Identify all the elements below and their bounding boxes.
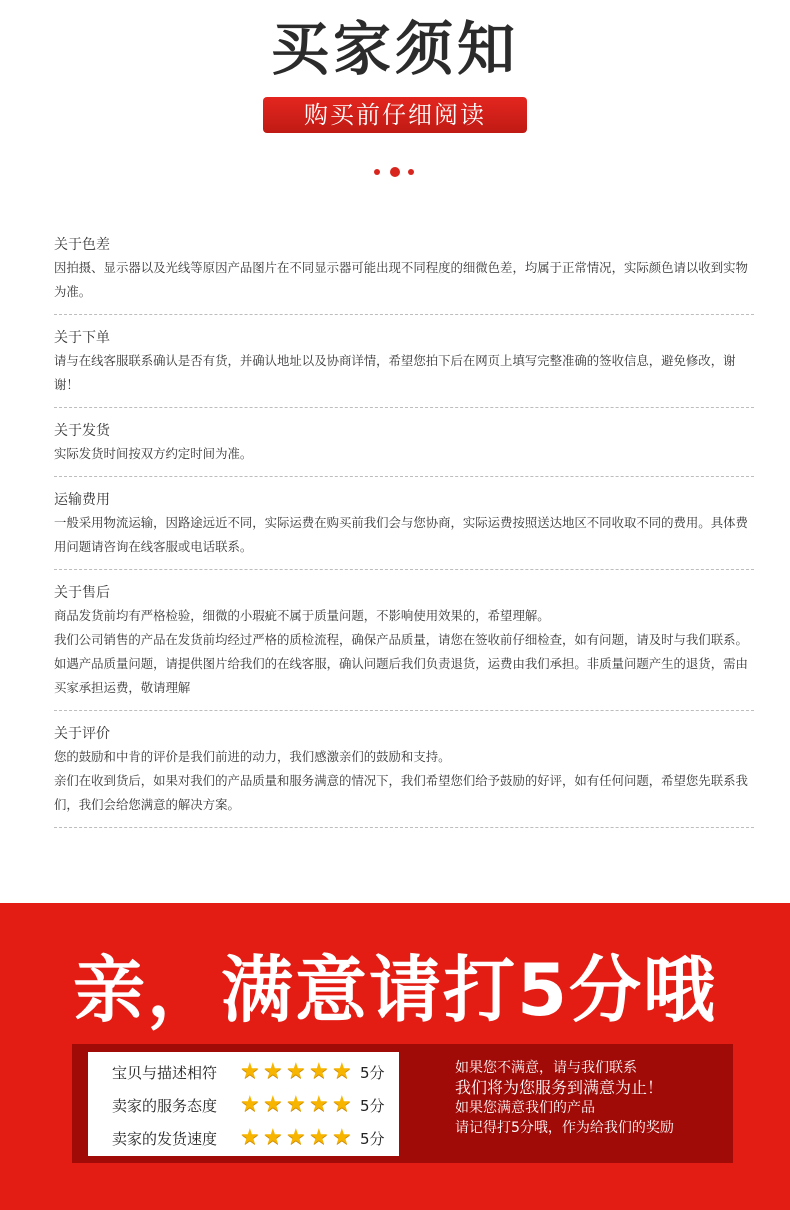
star-icon: ★ xyxy=(309,1125,329,1150)
section-text: 您的鼓励和中肯的评价是我们前进的动力，我们感激亲们的鼓励和支持。 xyxy=(54,749,451,764)
star-icon: ★ xyxy=(286,1059,306,1084)
section-text: 我们公司销售的产品在发货前均经过严格的质检流程，确保产品质量，请您在签收前仔细检查，如有问题，请及时与我们联系。 xyxy=(54,632,748,647)
star-icon: ★ xyxy=(309,1059,329,1084)
section-title: 关于评价 xyxy=(54,726,110,742)
star-icon: ★ xyxy=(332,1125,352,1150)
section-ordering xyxy=(54,327,754,408)
star-icon: ★ xyxy=(240,1059,260,1084)
section-reviews xyxy=(54,723,754,828)
dot xyxy=(390,167,400,177)
rating-label: 卖家的发货速度 xyxy=(112,1130,218,1148)
star-rating xyxy=(240,1061,355,1083)
subtitle-banner: 购买前仔细阅读 xyxy=(263,97,527,133)
promo-message: 我们将为您服务到满意为止！ xyxy=(455,1078,664,1097)
dot xyxy=(408,169,414,175)
section-title: 关于发货 xyxy=(54,423,110,439)
decorative-dots xyxy=(374,167,418,177)
star-icon: ★ xyxy=(263,1092,283,1117)
notice-sections xyxy=(54,234,754,840)
promo-messages xyxy=(455,1058,725,1138)
section-text: 一般采用物流运输，因路途远近不同，实际运费在购买前我们会与您协商，实际运费按照送达地区不同收取不同的费用。具体费用问题请咨询在线客服或电话联系。 xyxy=(54,515,748,554)
star-icon: ★ xyxy=(332,1059,352,1084)
section-after-sales xyxy=(54,582,754,711)
section-text: 因拍摄、显示器以及光线等原因产品图片在不同显示器可能出现不同程度的细微色差，均属于正常情况，实际颜色请以收到实物为准。 xyxy=(54,260,748,299)
star-icon: ★ xyxy=(240,1125,260,1150)
rating-row-service xyxy=(88,1089,399,1121)
promo-title: 亲，满意请打5分哦 xyxy=(72,948,718,1032)
rating-score: 5分 xyxy=(360,1064,385,1082)
star-icon: ★ xyxy=(309,1092,329,1117)
section-text: 商品发货前均有严格检验，细微的小瑕疵不属于质量问题，不影响使用效果的，希望理解。 xyxy=(54,608,550,623)
promo-message: 如果您满意我们的产品 xyxy=(455,1100,595,1116)
rating-score: 5分 xyxy=(360,1097,385,1115)
section-title: 关于下单 xyxy=(54,330,110,346)
star-icon: ★ xyxy=(263,1059,283,1084)
star-icon: ★ xyxy=(263,1125,283,1150)
section-shipping xyxy=(54,420,754,477)
rating-panel xyxy=(88,1052,399,1156)
section-shipping-fee xyxy=(54,489,754,570)
star-rating xyxy=(240,1127,355,1149)
rating-label: 卖家的服务态度 xyxy=(112,1097,218,1115)
section-text: 实际发货时间按双方约定时间为准。 xyxy=(54,446,253,461)
page-title: 买家须知 xyxy=(270,15,519,83)
rating-label: 宝贝与描述相符 xyxy=(112,1064,218,1082)
star-icon: ★ xyxy=(332,1092,352,1117)
section-text: 亲们在收到货后，如果对我们的产品质量和服务满意的情况下，我们希望您们给予鼓励的好评，如有任何问题，希望您先联系我们，我们会给您满意的解决方案。 xyxy=(54,773,748,812)
section-title: 运输费用 xyxy=(54,492,110,508)
star-icon: ★ xyxy=(286,1092,306,1117)
section-color-difference xyxy=(54,234,754,315)
rating-row-description xyxy=(88,1056,399,1088)
promo-message: 如果您不满意，请与我们联系 xyxy=(455,1060,637,1076)
star-rating xyxy=(240,1094,355,1116)
rating-score: 5分 xyxy=(360,1130,385,1148)
section-title: 关于售后 xyxy=(54,585,110,601)
star-icon: ★ xyxy=(240,1092,260,1117)
promo-message: 请记得打5分哦，作为给我们的奖励 xyxy=(455,1120,674,1136)
section-title: 关于色差 xyxy=(54,237,110,253)
section-text: 如遇产品质量问题，请提供图片给我们的在线客服，确认问题后我们负责退货，运费由我们承担。非质量问题产生的退货，需由买家承担运费，敬请理解 xyxy=(54,656,748,695)
dot xyxy=(374,169,380,175)
rating-row-delivery xyxy=(88,1122,399,1154)
star-icon: ★ xyxy=(286,1125,306,1150)
section-text: 请与在线客服联系确认是否有货，并确认地址以及协商详情，希望您拍下后在网页上填写完整准确的签收信息，避免修改，谢谢！ xyxy=(54,353,736,392)
